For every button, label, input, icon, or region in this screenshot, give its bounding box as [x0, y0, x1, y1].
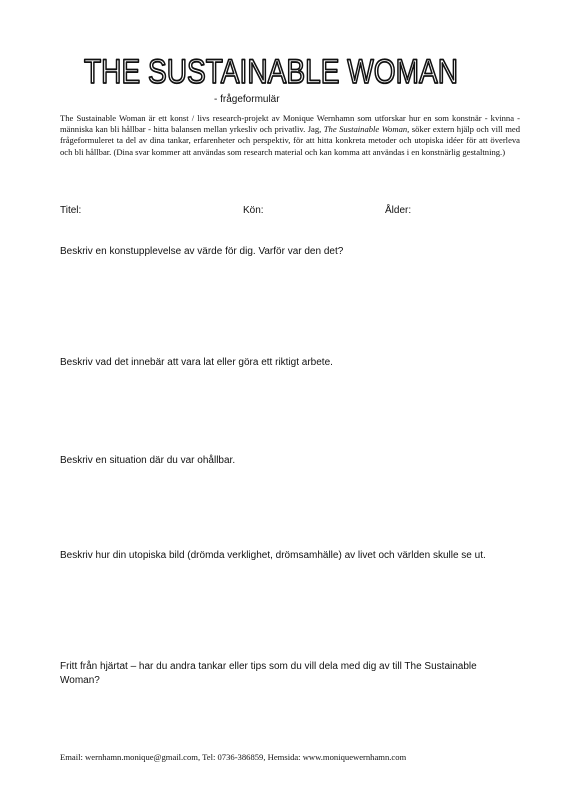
- question-5: Fritt från hjärtat – har du andra tankar eller tips som du vill dela med dig av till The Sustainable Woman?: [60, 661, 477, 686]
- question-2: Beskriv vad det innebär att vara lat eller göra ett riktigt arbete.: [60, 357, 333, 368]
- intro-paragraph: [60, 113, 520, 158]
- question-1: Beskriv en konstupplevelse av värde för dig. Varför var den det?: [60, 246, 344, 257]
- page-title: [82, 50, 462, 92]
- age-field-label: Ålder:: [385, 205, 412, 216]
- gender-field-label: Kön:: [243, 205, 264, 216]
- intro-text-1: The Sustainable Woman är ett konst / livs research-projekt av Monique Wernhamn som utforskar hur en som konstnär - kvinna - människa kan bli hållbar - hitta balansen mellan yrkesliv och privatliv. Jag,: [60, 113, 520, 135]
- page-subtitle: - frågeformulär: [214, 94, 280, 105]
- question-3: Beskriv en situation där du var ohållbar.: [60, 455, 236, 466]
- question-4: Beskriv hur din utopiska bild (drömda verklighet, drömsamhälle) av livet och världen skulle se ut.: [60, 550, 486, 561]
- title-field-label: Titel:: [60, 205, 82, 216]
- page-title-text: THE SUSTAINABLE WOMAN: [84, 53, 458, 91]
- intro-italic-title: The Sustainable Woman,: [323, 124, 410, 135]
- intro-text-2: söker extern hjälp och vill med frågeformuleret ta del av dina tankar, erfarenheter och perspektiv, för att hitta konkreta metoder och utopiska idéer för att överleva och bli hållbar. (Dina svar kommer att användas som research material och kan komma att användas i en konstnärlig gestaltning.): [60, 124, 520, 157]
- contact-footer: Email: wernhamn.monique@gmail.com, Tel: 0736-386859, Hemsida: www.moniquewernhamn.com: [60, 752, 407, 762]
